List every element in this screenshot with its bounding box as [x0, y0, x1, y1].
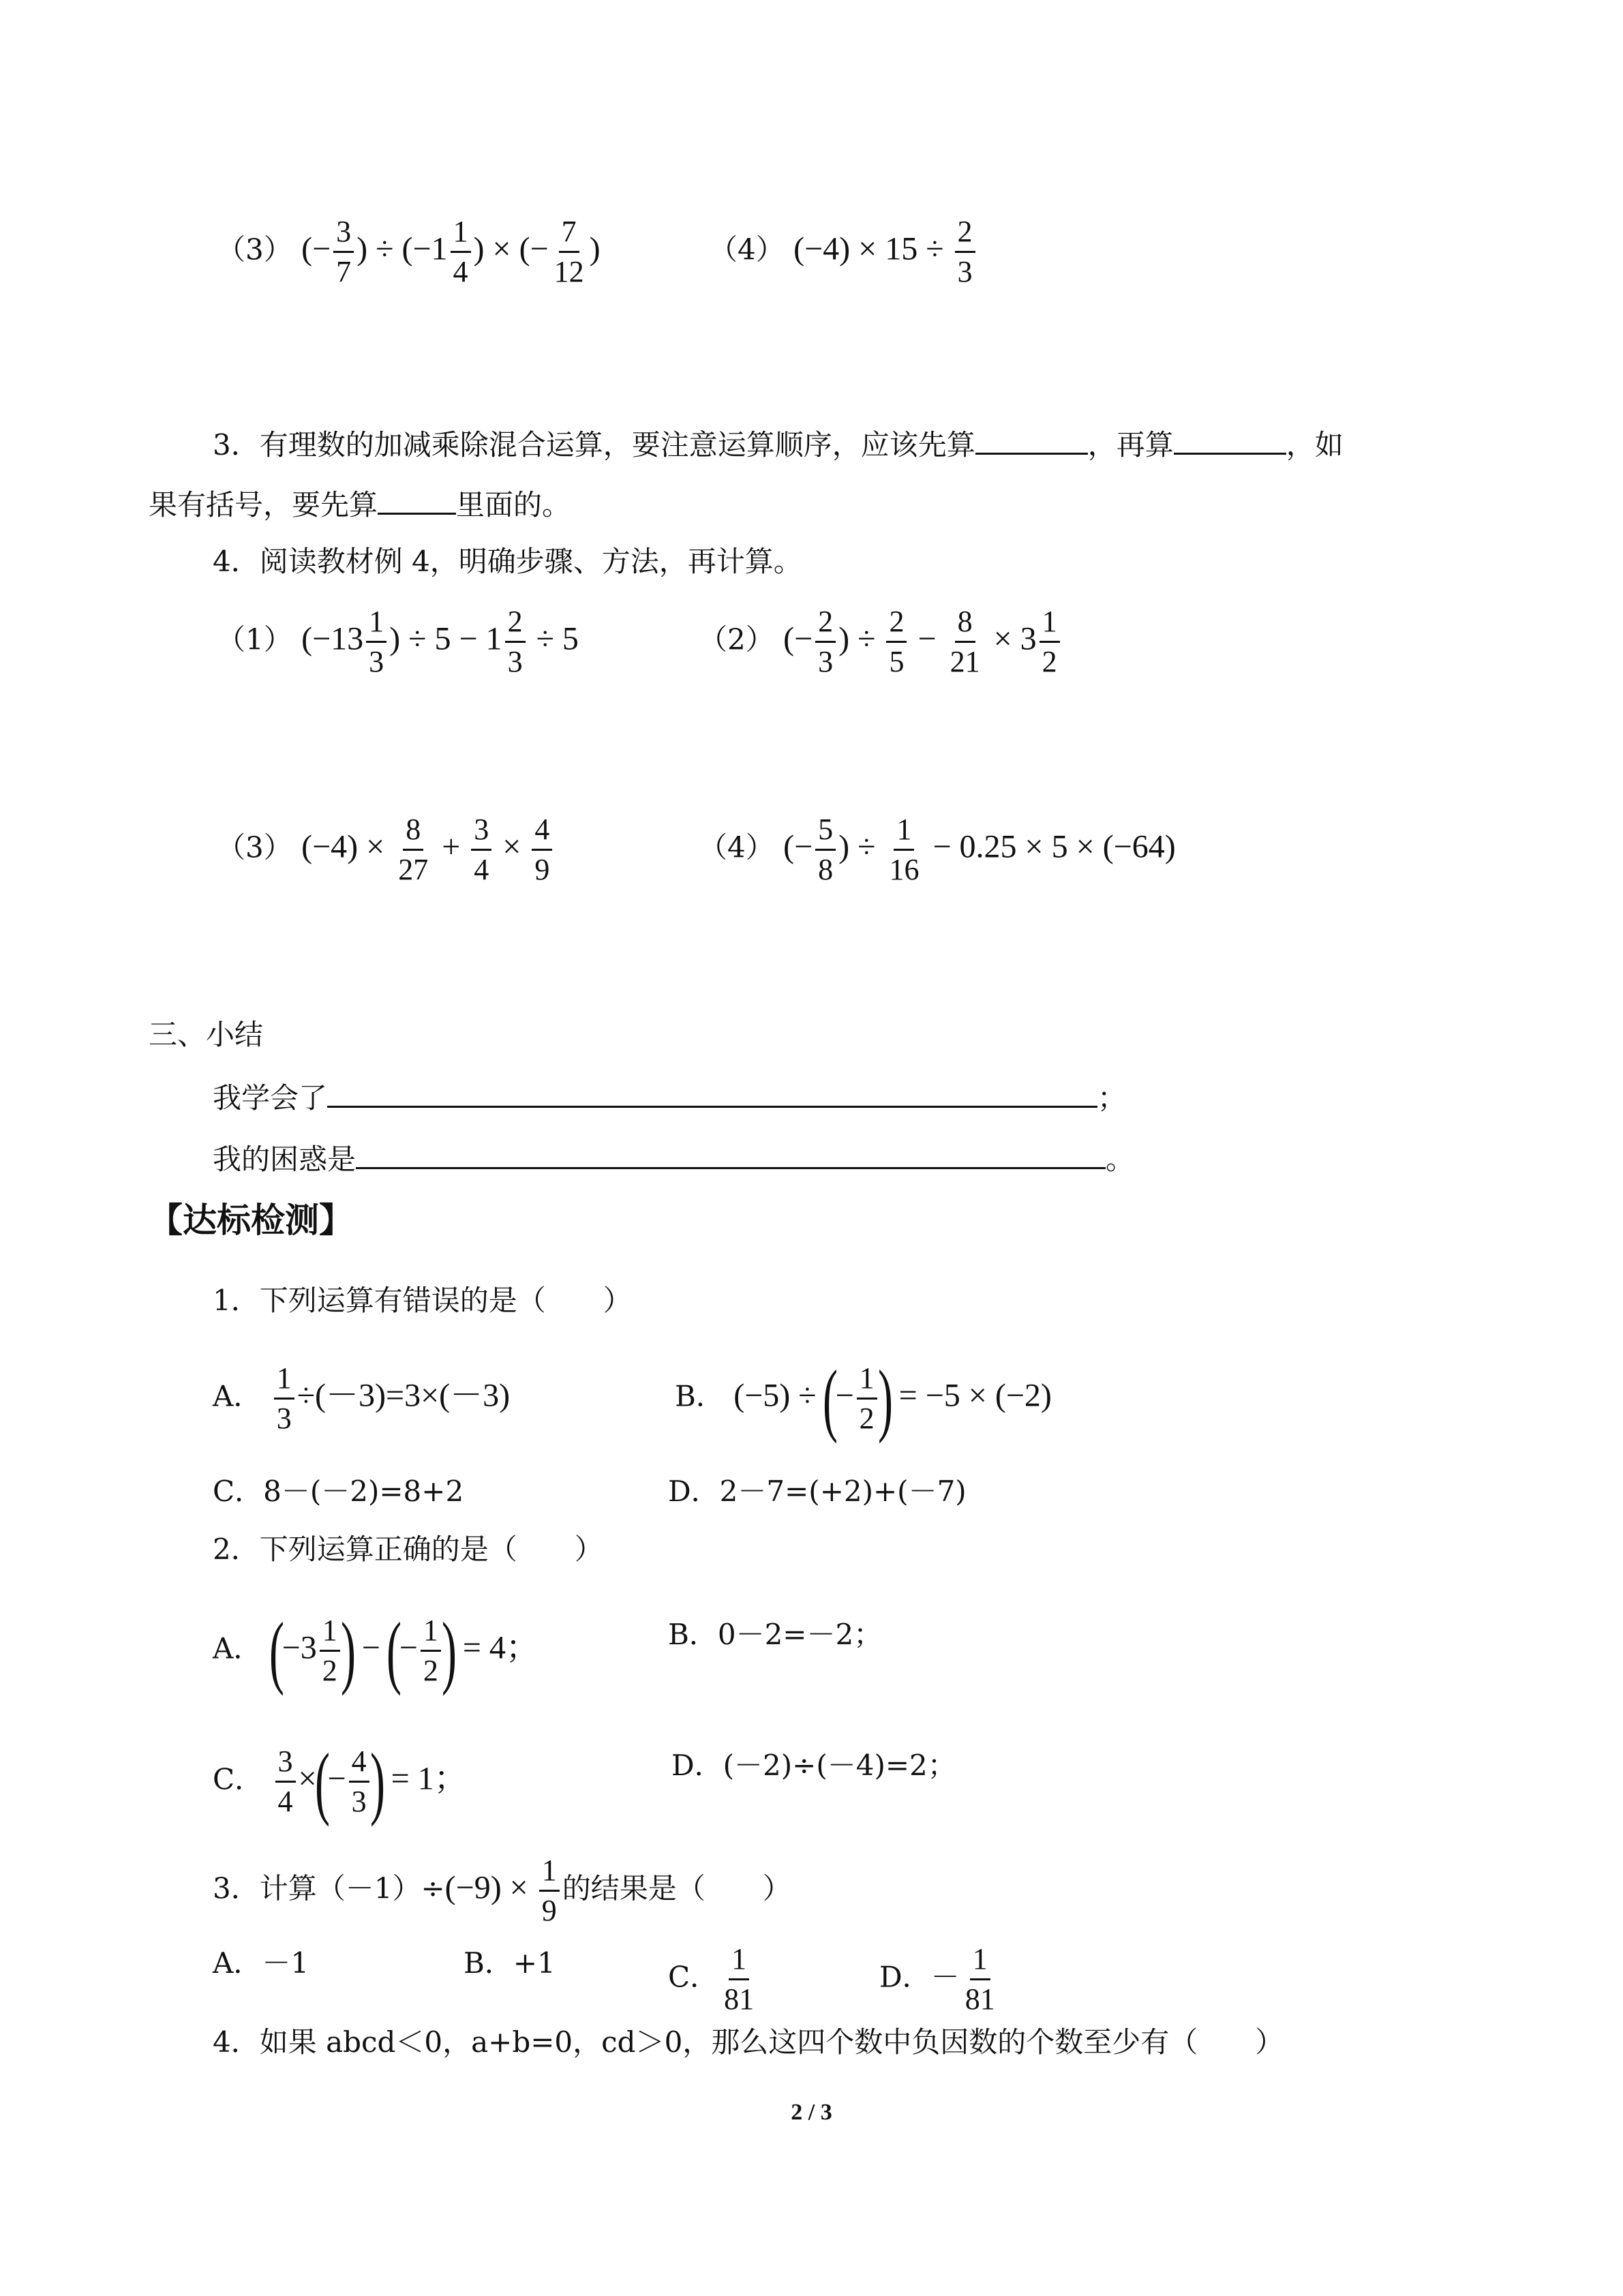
q2-option-c[interactable]: C． $\frac{3}{4}$ ×(− $\frac{4}{3}$ ) = 1； [213, 1736, 467, 1827]
q3-option-a[interactable]: A．－1 [213, 1946, 309, 1980]
item3-line1: 3．有理数的加减乘除混合运算，要注意运算顺序，应该先算 ，再算 ，如 [213, 423, 1344, 464]
expression: (− $\frac{3}{7}$ ) ÷ (−1 $\frac{1}{4}$ ) × (− $\frac{7}{12}$ ) [301, 215, 601, 288]
q4: 4．如果 abcd＜0，a+b=0，cd＞0，那么这四个数中负因数的个数至少有（ ） [213, 2025, 1284, 2059]
q1: 1．下列运算有错误的是（ ） [213, 1284, 632, 1317]
q2-option-a[interactable]: A． (−3 $\frac{1}{2}$ ) − (− $\frac{1}{2}$ ) = 4； [213, 1605, 539, 1696]
exercise-4-top: （4） (−4) × 15 ÷ $\frac{2}{3}$ [709, 217, 978, 287]
q2-option-b[interactable]: B．0－2=－2； [668, 1618, 883, 1651]
q1-option-c[interactable]: C．8－(－2)=8+2 [213, 1475, 464, 1508]
exercise-3-top: （3） (− $\frac{3}{7}$ ) ÷ (−1 $\frac{1}{4}$ ) × (− $\frac{7}{12}$ ) [217, 215, 601, 288]
expression: $\frac{3}{4}$ ×(− $\frac{4}{3}$ ) = 1； [273, 1747, 467, 1817]
expression: (− $\frac{2}{3}$ ) ÷ $\frac{2}{5}$ − $\frac{8}{21}$ × 3 $\frac{1}{2}$ [783, 607, 1063, 677]
fraction: $\frac{1}{81}$ [965, 1942, 995, 2016]
blank[interactable] [975, 423, 1088, 455]
expression: (−5) ÷ (− $\frac{1}{2}$ ) = −5 × (−2) [733, 1353, 1052, 1444]
q2: 2．下列运算正确的是（ ） [213, 1532, 603, 1566]
summary-confusion: 我的困惑是 。 [213, 1137, 1134, 1179]
summary-learned: 我学会了 ； [213, 1076, 1126, 1117]
page-number: 2 / 3 [791, 2100, 832, 2125]
exercise-4-4: （4） (− $\frac{5}{8}$ ) ÷ $\frac{1}{16}$ − 0.25 × 5 × (−64) [699, 813, 1176, 886]
expression: (−3 $\frac{1}{2}$ ) − (− $\frac{1}{2}$ ) = 4； [269, 1605, 539, 1696]
q3: 3．计算（－1）÷(−9) × $\frac{1}{9}$ 的结果是（ ） [213, 1854, 791, 1927]
q3-option-b[interactable]: B．+1 [464, 1946, 556, 1980]
summary-title: 三、小结 [149, 1018, 264, 1051]
confusion-input[interactable] [356, 1137, 1106, 1169]
expression: (− $\frac{5}{8}$ ) ÷ $\frac{1}{16}$ − 0.25 × 5 × (−64) [783, 813, 1176, 886]
check-heading: 【达标检测】 [149, 1200, 353, 1240]
q1-option-d[interactable]: D．2－7=(+2)+(－7) [668, 1475, 967, 1508]
q1-option-a[interactable]: A． $\frac{1}{3}$ ÷(－3)=3×(－3) [213, 1361, 511, 1435]
exercise-4-2: （2） (− $\frac{2}{3}$ ) ÷ $\frac{2}{5}$ − $\frac{8}{21}$ × 3 $\frac{1}{2}$ [699, 607, 1063, 677]
blank[interactable] [378, 483, 456, 515]
q3-option-d[interactable]: D．－ $\frac{1}{81}$ [879, 1944, 1001, 2014]
expression: (−13 $\frac{1}{3}$ ) ÷ 5 − 1 $\frac{2}{3}$ ÷ 5 [301, 605, 579, 678]
item4-text: 4．阅读教材例 4，明确步骤、方法，再计算。 [213, 545, 802, 578]
q2-option-d[interactable]: D．(－2)÷(－4)=2； [671, 1749, 956, 1782]
exercise-4-1: （1） (−13 $\frac{1}{3}$ ) ÷ 5 − 1 $\frac{2}{3}$ ÷ 5 [217, 605, 579, 678]
expression: (−4) × $\frac{8}{27}$ + $\frac{3}{4}$ × $\frac{4}{9}$ [301, 815, 555, 885]
learned-input[interactable] [327, 1076, 1097, 1108]
item3-line2: 果有括号，要先算 里面的。 [149, 483, 571, 524]
expression: (−4) × 15 ÷ $\frac{2}{3}$ [793, 217, 977, 287]
q3-option-c[interactable]: C． $\frac{1}{81}$ [668, 1944, 759, 2014]
blank[interactable] [1174, 423, 1286, 455]
q1-option-b[interactable]: B． (−5) ÷ (− $\frac{1}{2}$ ) = −5 × (−2) [675, 1353, 1052, 1444]
expression: (−9) × $\frac{1}{9}$ [445, 1856, 562, 1926]
exercise-4-3: （3） (−4) × $\frac{8}{27}$ + $\frac{3}{4}$ × $\frac{4}{9}$ [217, 815, 555, 885]
fraction: $\frac{1}{81}$ [724, 1942, 755, 2016]
expression: $\frac{1}{3}$ ÷(－3)=3×(－3) [271, 1363, 510, 1434]
